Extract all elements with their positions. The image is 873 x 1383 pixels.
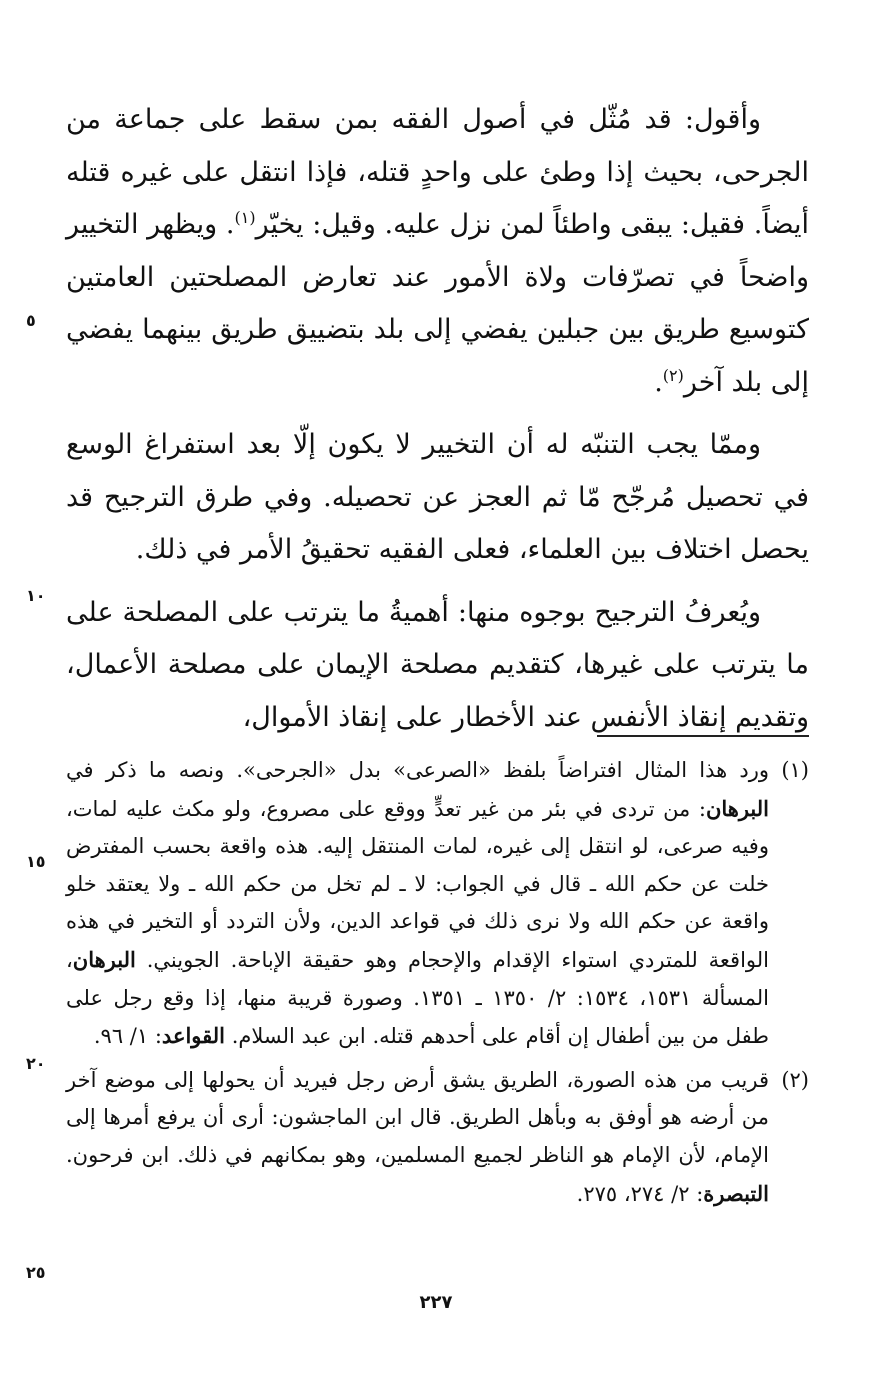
- text-run: وأقول: قد مُثّل في أصول الفقه بمن سقط على جماعة من الجرحى، بحيث إذا وطئ على واحدٍ قتله، فإذا انتقل على غيره قتله أيضاً. فقيل: يبقى واطئاً لمن نزل عليه. وقيل: يخيّر: [66, 104, 809, 240]
- paragraph: [66, 94, 809, 409]
- book-title: القواعد: [161, 1023, 226, 1049]
- line-number-5: ٥: [26, 311, 36, 330]
- footnotes: [66, 752, 809, 1213]
- paragraph: [66, 587, 809, 745]
- text-run: . ويظهر التخيير واضحاً في تصرّفات ولاة الأمور عند تعارض المصلحتين العامتين كتوسيع طريق بين جبلين يفضي إلى بلد بتضييق طريق بينهما يفضي إلى بلد آخر: [66, 209, 809, 398]
- footnote: [66, 752, 809, 1056]
- text-run: : ٢/ ٢٧٤، ٢٧٥.: [576, 1181, 704, 1206]
- page-number: ٢٢٧: [419, 1292, 453, 1313]
- book-title: البرهان: [705, 795, 769, 821]
- footnote-number: (١): [781, 758, 809, 782]
- text-run: ويُعرفُ الترجيح بوجوه منها: أهميةُ ما يترتب على المصلحة على ما يترتب على غيرها، كتقديم مصلحة الإيمان على مصلحة الأعمال، وتقديم إنقاذ الأنفس عند الأخطار على إنقاذ الأموال،: [66, 596, 809, 733]
- text-run: قريب من هذه الصورة، الطريق يشق أرض رجل فيريد أن يحولها إلى موضع آخر من أرضه هو أوفق به وبأهل الطريق. قال ابن الماجشون: أرى أن يرفع أمرها إلى الإمام، لأن الإمام هو الناظر لجميع المسلمين، وهو بمكانهم في ذلك. ابن فرحون.: [66, 1067, 769, 1167]
- footnote-text: [66, 752, 769, 1056]
- text-run: ، المسألة ١٥٣١، ١٥٣٤: ٢/ ١٣٥٠ ـ ١٣٥١. وصورة قريبة منها، إذا وقع رجل على طفل من بين أطفال إن أقام على أحدهم قتله. ابن عبد السلام.: [66, 947, 769, 1049]
- text-run: وممّا يجب التنبّه له أن التخيير لا يكون إلّا بعد استفراغ الوسع في تحصيل مُرجّح مّا ثم العجز عن تحصيله. وفي طرق الترجيح قد يحصل اختلاف بين العلماء، فعلى الفقيه تحقيقُ الأمر في ذلك.: [66, 429, 809, 565]
- book-title: التبصرة: [703, 1180, 769, 1206]
- footnote: [66, 1062, 809, 1213]
- text-run: ورد هذا المثال افتراضاً بلفظ «الصرعى» بدل «الجرحى». ونصه ما ذكر في: [66, 758, 769, 782]
- footnote-number: (٢): [781, 1067, 809, 1092]
- footnote-divider: [597, 735, 809, 737]
- line-number-10: ١٠: [26, 586, 46, 605]
- text-run: : ١/ ٩٦.: [93, 1024, 162, 1049]
- footnote-reference: (١): [234, 208, 256, 227]
- text-run: .: [654, 366, 663, 398]
- line-number-25: ٢٥: [26, 1263, 46, 1282]
- main-text: [66, 94, 809, 744]
- line-number-20: ٢٠: [26, 1054, 46, 1073]
- paragraph: [66, 419, 809, 577]
- line-number-15: ١٥: [26, 852, 46, 871]
- footnote-text: [66, 1062, 769, 1213]
- book-title: البرهان: [72, 946, 136, 972]
- footnote-reference: (٢): [662, 365, 684, 385]
- text-run: : من تردى في بئر من غير تعدٍّ ووقع على مصروع، ولو مكث عليه لمات، وفيه صرعى، لو انتقل إلى غيره، لمات المنتقل إليه. هذه واقعة بحسب المفترض خلت عن حكم الله ـ قال في الجواب: لا ـ لم تخل من حكم الله ـ ولا يعتقد خلو واقعة عن حكم الله ولا نرى ذلك في قواعد الدين، ولأن التردد أو التخير في هذه الواقعة للمتردي استواء الإقدام والإحجام وهو حقيقة الإباحة. الجويني.: [66, 796, 769, 972]
